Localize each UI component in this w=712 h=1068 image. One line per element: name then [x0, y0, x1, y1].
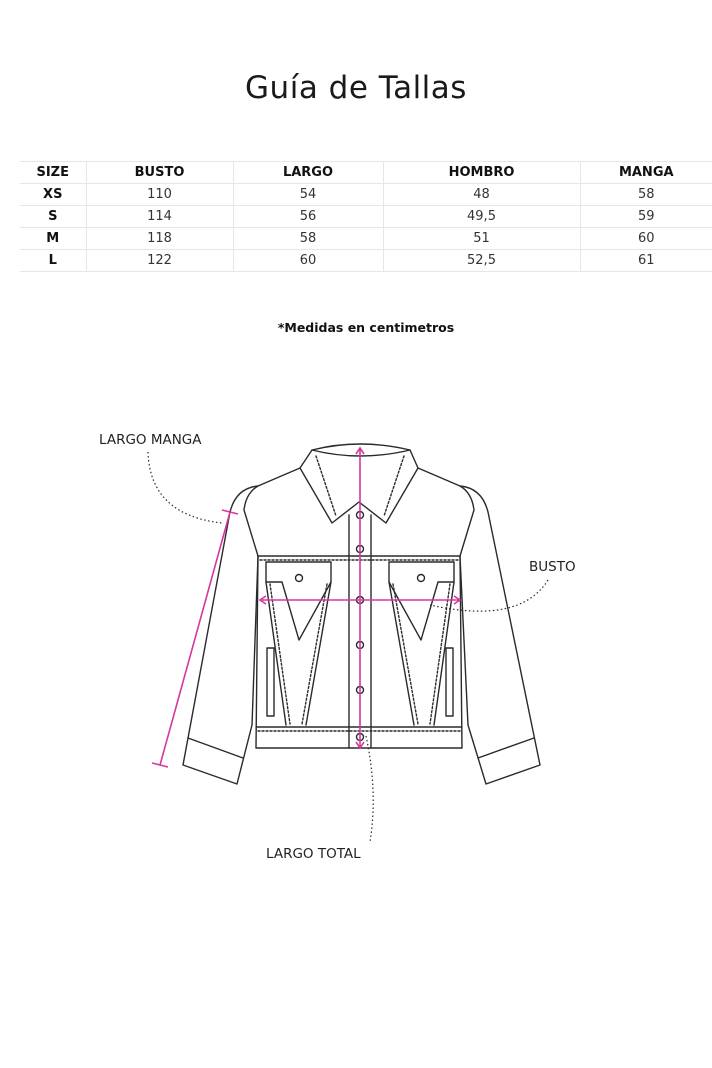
busto-cell: 118 — [86, 228, 233, 250]
header-manga: MANGA — [580, 162, 712, 184]
manga-cell: 61 — [580, 250, 712, 272]
manga-cell: 58 — [580, 184, 712, 206]
largo-cell: 54 — [233, 184, 383, 206]
sleeve-right — [460, 486, 540, 784]
header-hombro: HOMBRO — [383, 162, 580, 184]
sleeve-left — [183, 486, 258, 784]
hombro-cell: 49,5 — [383, 206, 580, 228]
pocket-panel-left — [266, 582, 331, 725]
pocket-button — [418, 575, 425, 582]
manga-cell: 60 — [580, 228, 712, 250]
header-size: SIZE — [20, 162, 86, 184]
manga-cell: 59 — [580, 206, 712, 228]
total-length-label: LARGO TOTAL — [266, 846, 361, 862]
busto-cell: 122 — [86, 250, 233, 272]
sleeve-length-label: LARGO MANGA — [99, 432, 202, 448]
largo-cell: 60 — [233, 250, 383, 272]
size-cell: M — [20, 228, 86, 250]
sleeve-leader — [148, 452, 222, 523]
size-cell: L — [20, 250, 86, 272]
busto-cell: 110 — [86, 184, 233, 206]
hombro-cell: 48 — [383, 184, 580, 206]
welt-pocket-right — [446, 648, 453, 716]
pocket-panel-right — [389, 582, 454, 725]
hombro-cell: 52,5 — [383, 250, 580, 272]
page-title: Guía de Tallas — [245, 70, 467, 106]
cuff-right — [478, 738, 534, 758]
largo-cell: 58 — [233, 228, 383, 250]
jacket-body-outline — [244, 468, 474, 748]
size-cell: XS — [20, 184, 86, 206]
sleeve-measure-line — [160, 512, 230, 765]
hombro-cell: 51 — [383, 228, 580, 250]
pocket-button — [296, 575, 303, 582]
total-length-leader — [366, 736, 373, 842]
cuff-left — [188, 738, 243, 758]
measurement-note: *Medidas en centimetros — [277, 320, 455, 335]
header-busto: BUSTO — [86, 162, 233, 184]
welt-pocket-left — [267, 648, 274, 716]
header-largo: LARGO — [233, 162, 383, 184]
bust-label: BUSTO — [529, 559, 576, 575]
busto-cell: 114 — [86, 206, 233, 228]
size-cell: S — [20, 206, 86, 228]
largo-cell: 56 — [233, 206, 383, 228]
